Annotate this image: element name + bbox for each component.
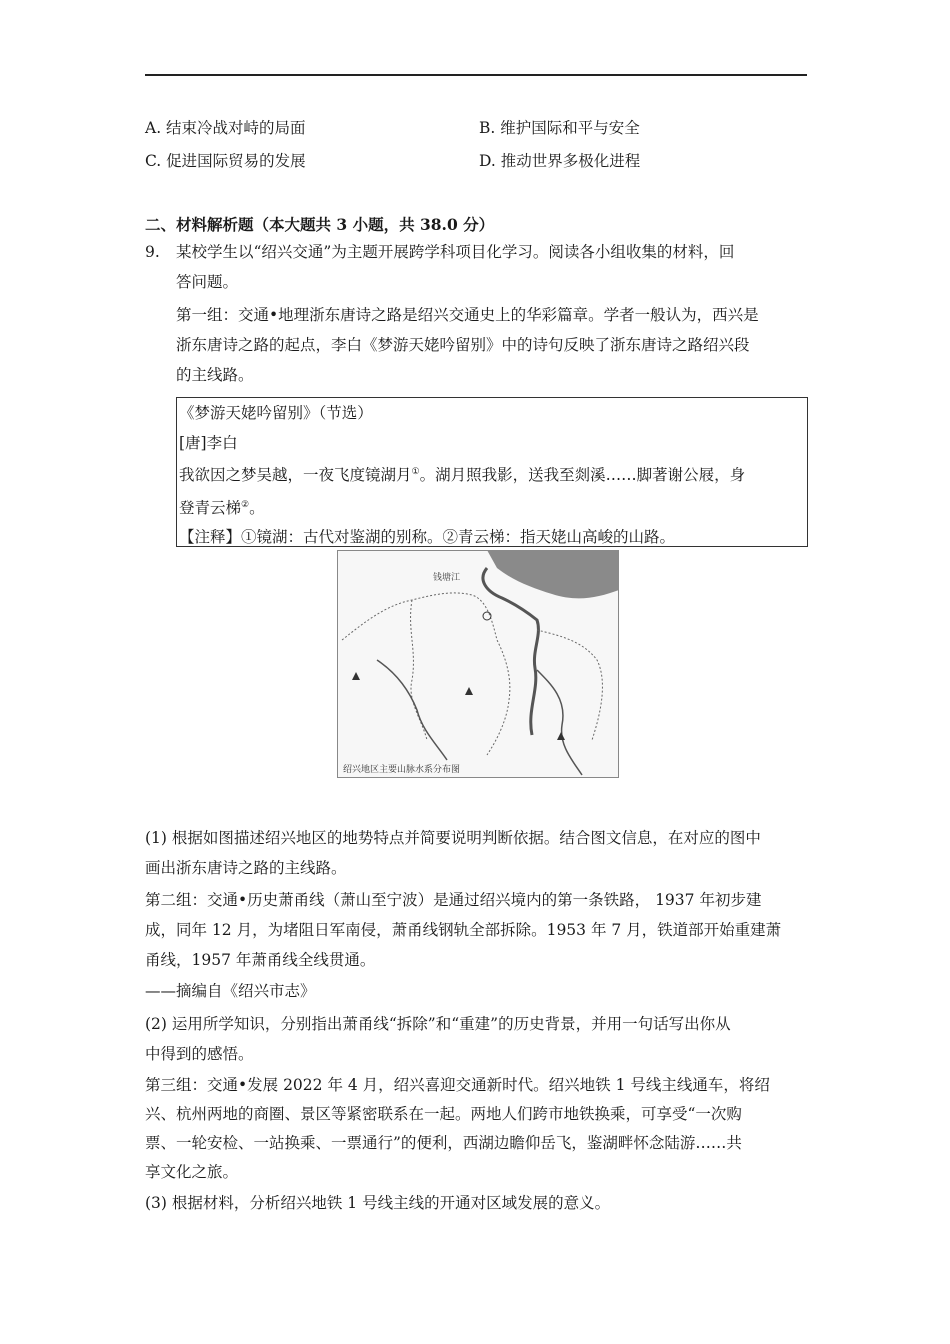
poem-line-2 — [179, 491, 801, 524]
map-label-qiantang: 钱塘江 — [433, 573, 461, 583]
group1-line-2: 浙东唐诗之路的起点，李白《梦游天姥吟留别》中的诗句反映了浙东唐诗之路绍兴段 — [176, 336, 750, 354]
group2-line-3: 甬线，1957 年萧甬线全线贯通。 — [145, 951, 376, 969]
question-stem — [176, 237, 734, 297]
group3-line-4: 享文化之旅。 — [145, 1163, 239, 1181]
group1-line-1: 第一组：交通•地理浙东唐诗之路是绍兴交通史上的华彩篇章。学者一般认为，西兴是 — [176, 306, 759, 324]
option-b[interactable]: B. 维护国际和平与安全 — [479, 119, 640, 137]
shaoxing-map-figure — [337, 550, 619, 778]
question-number: 9. — [145, 243, 160, 261]
group1-paragraph — [176, 300, 759, 390]
subq2-line-2: 中得到的感悟。 — [145, 1045, 254, 1063]
subq1-line-1: (1) 根据如图描述绍兴地区的地势特点并简要说明判断依据。结合图文信息，在对应的图中 — [145, 829, 761, 847]
poem-line-2-a: 登青云梯 — [179, 498, 242, 517]
group2-line-1: 第二组：交通•历史萧甬线（萧山至宁波）是通过绍兴境内的第一条铁路， 1937 年初步建 — [145, 891, 762, 909]
map-caption: 绍兴地区主要山脉水系分布图 — [343, 765, 461, 775]
poem-author: [唐]李白 — [179, 433, 238, 452]
poem-box — [176, 397, 808, 547]
option-c[interactable]: C. 促进国际贸易的发展 — [145, 152, 306, 170]
group2-line-2: 成，同年 12 月，为堵阻日军南侵，萧甬线钢轨全部拆除。1953 年 7 月，铁道部开始重建萧 — [145, 921, 782, 939]
group3-line-2: 兴、杭州两地的商圈、景区等紧密联系在一起。两地人们跨市地铁换乘，可享受“一次购 — [145, 1105, 742, 1123]
option-a[interactable]: A. 结束冷战对峙的局面 — [145, 119, 306, 137]
option-d[interactable]: D. 推动世界多极化进程 — [479, 152, 641, 170]
note-mark-1: ① — [411, 467, 420, 477]
poem-line-2-b: 。 — [249, 498, 265, 517]
header-rule — [145, 74, 807, 76]
poem-line-1 — [179, 458, 801, 491]
poem-title: 《梦游天姥吟留别》（节选） — [179, 404, 373, 422]
poem-note: 【注释】①镜湖：古代对鉴湖的别称。②青云梯：指天姥山高峻的山路。 — [179, 528, 676, 547]
section-title: 二、材料解析题（本大题共 3 小题，共 38.0 分） — [145, 215, 495, 234]
group2-source: ——摘编自《绍兴市志》 — [145, 982, 316, 1000]
subquestion-1 — [145, 823, 810, 883]
poem-line-1-a: 我欲因之梦吴越，一夜飞度镜湖月 — [179, 466, 412, 485]
group2-paragraph — [145, 885, 810, 975]
question-stem-line-2: 答问题。 — [176, 273, 239, 291]
subq1-line-2: 画出浙东唐诗之路的主线路。 — [145, 859, 347, 877]
group1-line-3: 的主线路。 — [176, 366, 254, 384]
subquestion-2 — [145, 1009, 810, 1069]
subq2-line-1: (2) 运用所学知识，分别指出萧甬线“拆除”和“重建”的历史背景，并用一句话写出你从 — [145, 1015, 731, 1033]
question-stem-line-1: 某校学生以“绍兴交通”为主题开展跨学科项目化学习。阅读各小组收集的材料，回 — [176, 243, 735, 261]
note-mark-2: ② — [241, 499, 250, 510]
subquestion-3: (3) 根据材料，分析绍兴地铁 1 号线主线的开通对区域发展的意义。 — [145, 1194, 611, 1212]
group3-line-3: 票、一轮安检、一站换乘、一票通行”的便利，西湖边瞻仰岳飞，鉴湖畔怀念陆游……共 — [145, 1134, 742, 1152]
group3-line-1: 第三组：交通•发展 2022 年 4 月，绍兴喜迎交通新时代。绍兴地铁 1 号线主线通车，将绍 — [145, 1076, 770, 1094]
poem-line-1-b: 。湖月照我影，送我至剡溪……脚著谢公屐，身 — [419, 466, 746, 485]
group3-paragraph — [145, 1071, 810, 1187]
